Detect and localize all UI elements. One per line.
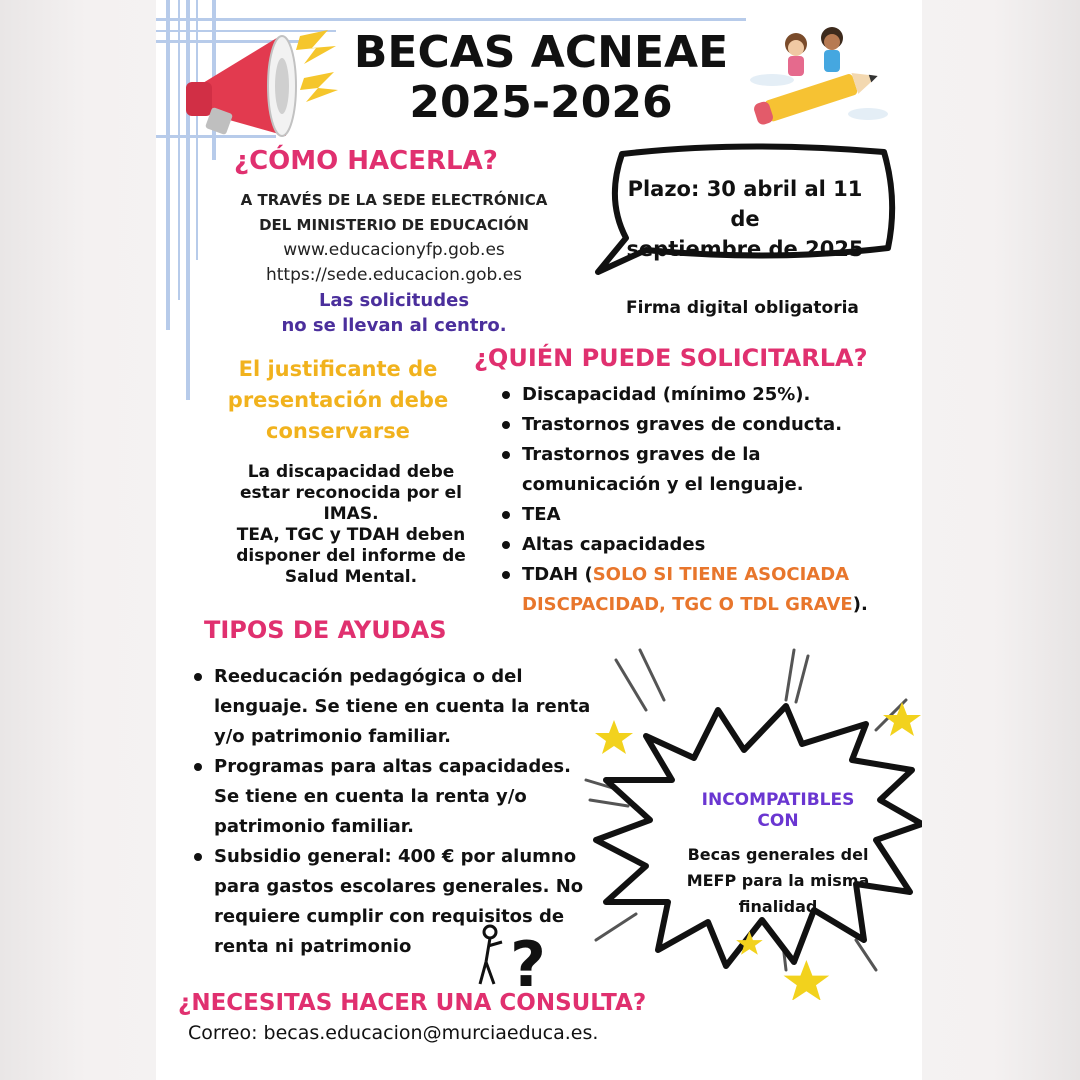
incompatibles-line-1: INCOMPATIBLES	[701, 790, 855, 810]
justificante-block	[220, 354, 456, 447]
question-figure-icon	[470, 922, 550, 994]
list-item-line: Subsidio general: 400 € por alumno	[214, 846, 577, 867]
como-line-1: A TRAVÉS DE LA SEDE ELECTRÓNICA	[240, 191, 548, 209]
plazo-text	[610, 174, 880, 264]
incompatibles-text	[662, 842, 894, 920]
como-heading: ¿CÓMO HACERLA?	[234, 146, 498, 176]
kids-on-pencil-icon	[744, 18, 894, 128]
incompatibles-block	[662, 790, 894, 920]
list-item-line: lenguaje. Se tiene en cuenta la renta	[214, 696, 591, 717]
tipos-list	[192, 662, 612, 962]
plazo-line-1: Plazo: 30 abril al 11 de	[627, 177, 863, 231]
incompatibles-text-line: Becas generales del	[687, 845, 869, 864]
note-2: no se llevan al centro.	[281, 315, 507, 336]
list-item-line: requiere cumplir con requisitos de	[214, 906, 565, 927]
list-item	[500, 440, 920, 500]
list-item: TEA	[500, 500, 920, 530]
list-item-line: para gastos escolares generales. No	[214, 876, 584, 897]
list-item-line: patrimonio familiar.	[214, 816, 414, 837]
list-item: Altas capacidades	[500, 530, 920, 560]
note-line: Salud Mental.	[284, 567, 418, 587]
list-item	[192, 752, 612, 842]
list-item-prefix: TDAH (	[522, 564, 593, 585]
list-item-line: Se tiene en cuenta la renta y/o	[214, 786, 527, 807]
note-line: TEA, TGC y TDAH deben	[236, 525, 466, 545]
title-line-2: 2025-2026	[409, 77, 673, 128]
quien-list	[500, 380, 920, 620]
incompatibles-line-2: CON	[757, 811, 799, 831]
incompatibles-text-line: finalidad	[738, 897, 818, 916]
list-item-line: renta ni patrimonio	[214, 936, 412, 957]
justificante-line-1: El justificante de	[238, 357, 438, 381]
svg-text:?: ?	[510, 928, 546, 994]
consulta-heading: ¿NECESITAS HACER UNA CONSULTA?	[178, 990, 647, 1016]
url-1[interactable]: www.educacionyfp.gob.es	[283, 240, 505, 260]
list-item-suffix: ).	[852, 594, 868, 615]
plazo-line-2: septiembre de 2025	[626, 237, 864, 261]
list-item-line: comunicación y el lenguaje.	[522, 474, 804, 495]
list-item: Discapacidad (mínimo 25%).	[500, 380, 920, 410]
justificante-line-3: conservarse	[266, 419, 410, 443]
list-item-line: Trastornos graves de la	[522, 444, 761, 465]
consulta-email[interactable]: Correo: becas.educacion@murciaeduca.es.	[188, 1022, 599, 1044]
note-1: Las solicitudes	[318, 290, 470, 311]
page-title	[331, 28, 751, 128]
list-item	[192, 662, 612, 752]
tipos-heading: TIPOS DE AYUDAS	[204, 616, 447, 644]
como-block	[220, 188, 568, 338]
como-line-2: DEL MINISTERIO DE EDUCACIÓN	[259, 216, 529, 234]
justificante-line-2: presentación debe	[227, 388, 449, 412]
incompatibles-text-line: MEFP para la misma	[686, 871, 870, 890]
note-line: estar reconocida por el	[240, 483, 462, 503]
list-item-line: y/o patrimonio familiar.	[214, 726, 451, 747]
list-item: Trastornos graves de conducta.	[500, 410, 920, 440]
list-item-line: Reeducación pedagógica o del	[214, 666, 523, 687]
list-item-line: Programas para altas capacidades.	[214, 756, 571, 777]
megaphone-icon	[168, 18, 338, 138]
note-line: disponer del informe de	[236, 546, 466, 566]
title-line-1: BECAS ACNEAE	[353, 27, 729, 78]
list-item	[500, 560, 920, 620]
firma-text: Firma digital obligatoria	[626, 298, 859, 318]
list-item-highlight: DISCPACIDAD, TGC O TDL GRAVE	[522, 594, 853, 615]
quien-heading: ¿QUIÉN PUEDE SOLICITARLA?	[474, 344, 868, 372]
url-2[interactable]: https://sede.educacion.gob.es	[265, 265, 523, 285]
list-item-highlight: SOLO SI TIENE ASOCIADA	[592, 564, 850, 585]
poster	[156, 0, 922, 1080]
discapacidad-note	[216, 462, 486, 588]
note-line: La discapacidad debe	[247, 462, 455, 482]
note-line: IMAS.	[323, 504, 379, 524]
